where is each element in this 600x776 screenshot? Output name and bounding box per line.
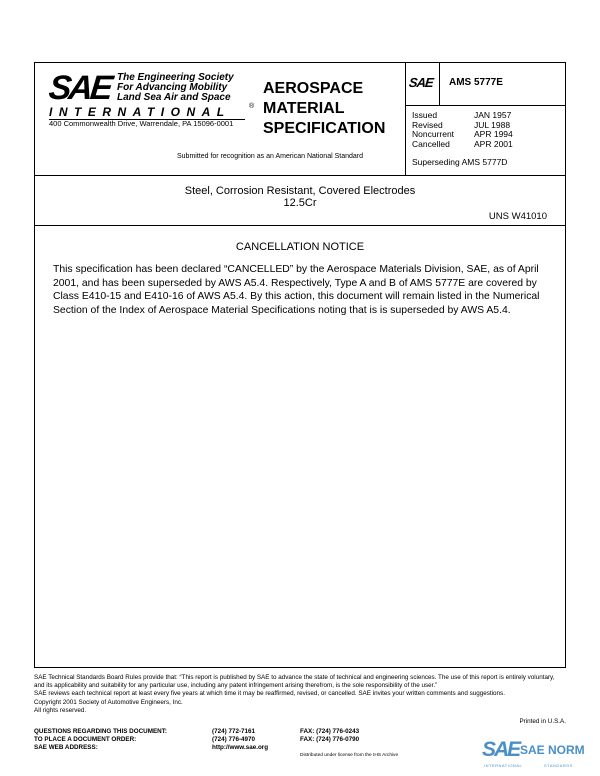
date-row: Revised JUL 1988	[412, 119, 511, 130]
ams-box-divider	[439, 63, 440, 105]
uns-number: UNS W41010	[488, 211, 547, 222]
date-row: Issued JAN 1957	[412, 110, 512, 120]
date-row: Noncurrent APR 1994	[412, 129, 513, 140]
footer-review: SAE reviews each technical report at least every five years at which time it may be reaffirmed, revised, or cancelled. SAE invites your written comments and suggestions.	[34, 690, 505, 698]
international-label: INTERNATIONAL	[49, 105, 231, 119]
cancellation-body: This specification has been declared “CANCELLED” by the Aerospace Materials Division, SAE, as of April 2001, and has been superseded by AWS A5.4. Respectively, Type A and B of AMS 5777E are covered by Class E410-15 and E410-16 of AWS A5.4. By this action, this document will remain listed in the Numerical Section of the Index of Aerospace Material Specifications noting that is is superseded by AWS A5.4.	[53, 264, 540, 316]
title-rule	[35, 225, 565, 226]
contact-row: SAE WEB ADDRESS: http://www.sae.org	[34, 744, 566, 752]
sae-norm-sub-right: STANDARDS	[544, 763, 573, 768]
cancellation-heading: CANCELLATION NOTICE	[235, 241, 365, 253]
ihs-distribution-note: Distributed under license from the IHS Archive	[300, 753, 399, 758]
contact-row: QUESTIONS REGARDING THIS DOCUMENT: (724) 772-7161 FAX: (724) 776-0243	[34, 728, 360, 735]
sae-norm-text: SAE NORM	[520, 743, 585, 757]
sae-web-link[interactable]: http://www.sae.org	[212, 743, 269, 751]
ams-number: AMS 5777E	[449, 77, 503, 88]
header-rule	[35, 175, 565, 176]
header-divider	[405, 63, 406, 175]
sae-address: 400 Commonwealth Drive, Warrendale, PA 15096-0001	[49, 119, 234, 128]
contact-row: TO PLACE A DOCUMENT ORDER: (724) 776-4970 FAX: (724) 776-0790	[34, 735, 360, 743]
footer-rules: SAE Technical Standards Board Rules provide that: “This report is published by SAE to advance the state of technical and engineering sciences. The use of this report is entirely voluntary, and its applicability and suitability for any particular use, including any patent infringement arising therefrom, is the sole responsibility of the user.”	[34, 674, 555, 690]
sae-logo: SAE	[47, 69, 112, 107]
document-type: AEROSPACE MATERIAL SPECIFICATION	[263, 80, 386, 137]
printed-in: Printed in U.S.A.	[519, 718, 566, 725]
superseding-note: Superseding AMS 5777D	[412, 157, 508, 167]
registered-mark: ®	[249, 103, 255, 110]
document-subtitle: 12.5Cr	[283, 197, 317, 209]
footer-copyright: Copyright 2001 Society of Automotive Engineers, Inc.	[34, 698, 183, 706]
footer-rights: All rights reserved.	[34, 706, 87, 714]
ams-box-rule	[405, 105, 565, 106]
document-frame	[34, 62, 566, 668]
sae-small-logo: SAE	[408, 75, 434, 90]
ansi-submission-note: Submitted for recognition as an American National Standard	[177, 153, 363, 160]
date-row: Cancelled APR 2001	[412, 138, 513, 149]
sae-norm-sub-left: INTERNATIONAL	[484, 763, 523, 768]
sae-tagline: The Engineering Society For Advancing Mobility Land Sea Air and Space	[117, 72, 234, 103]
document-dates	[412, 111, 513, 149]
document-title: Steel, Corrosion Resistant, Covered Electrodes	[184, 185, 416, 197]
sae-norm-watermark	[482, 738, 585, 768]
sae-norm-mark: SAE	[482, 738, 520, 761]
